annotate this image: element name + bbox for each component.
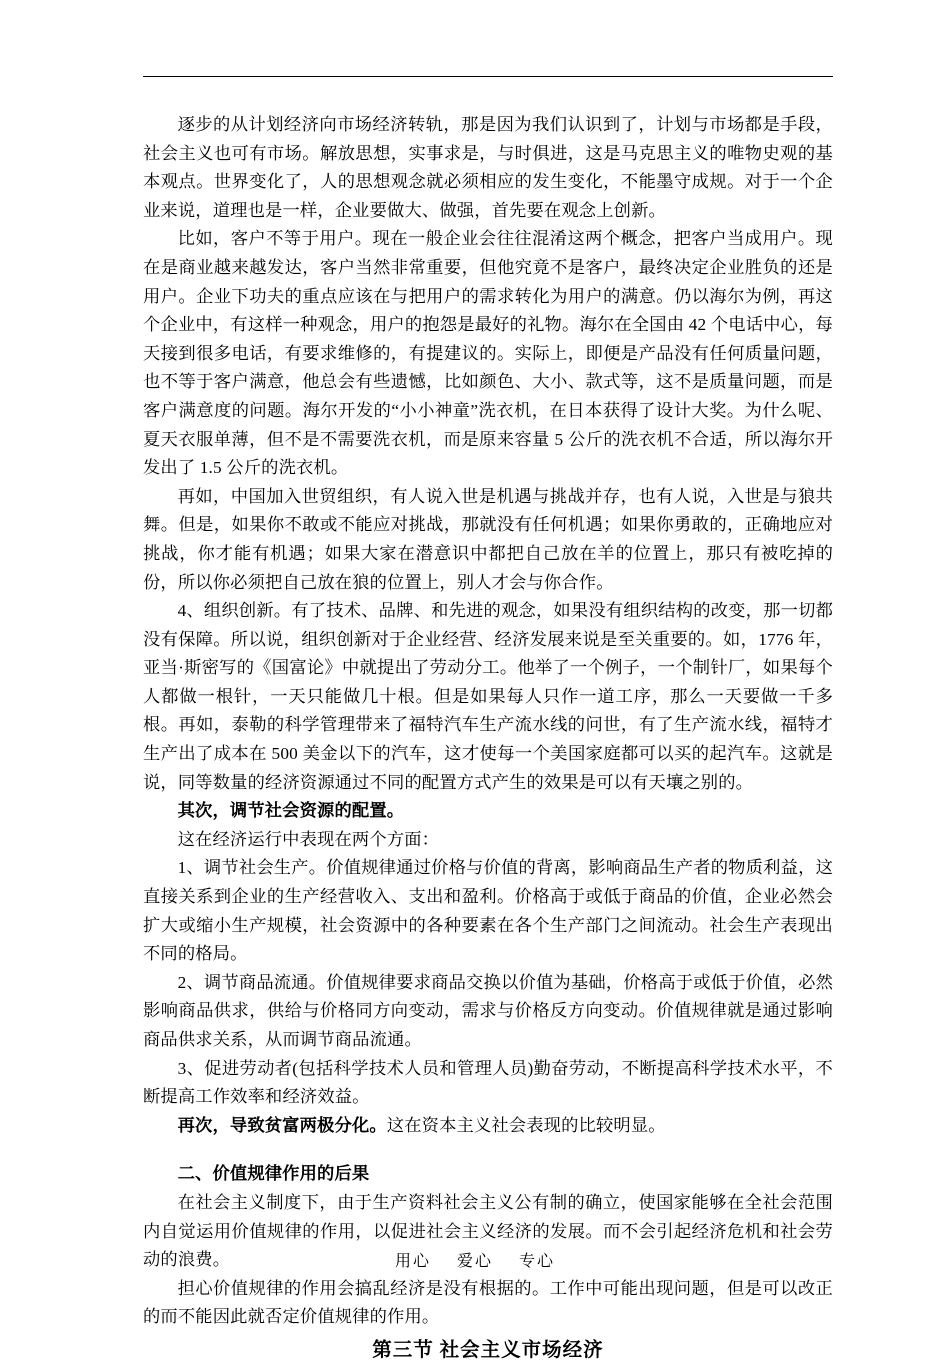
subheading-resource-allocation: 其次，调节社会资源的配置。 xyxy=(177,801,405,821)
paragraph-12: 在社会主义制度下，由于生产资料社会主义公有制的确立，使国家能够在全社会范围内自觉运用价值规律的作用，以促进社会主义经济的发展。而不会引起经济危机和社会劳动的浪费。 xyxy=(143,1192,833,1270)
paragraph-2: 比如，客户不等于用户。现在一般企业会往往混淆这两个概念，把客户当成用户。现在是商业越来越发达，客户当然非常重要，但他究竟不是客户，最终决定企业胜负的还是用户。企业下功夫的重点应该在与把用户的需求转化为用户的满意。仍以海尔为例，再这个企业中，有这样一种观念，用户的抱怨是最好的礼物。海尔在全国由 42 个电话中心，每天接到很多电话，有要求维修的，有提建议的。实际上，即便是产品没有任何质量问题，也不等于客户满意，他总会有些遗憾，比如颜色、大小、款式等，这不是质量问题，而是客户满意度的问题。海尔开发的“小小神童”洗衣机，在日本获得了设计大奖。为什么呢、夏天衣服单薄，但不是不需要洗衣机，而是原来容量 5 公斤的洗衣机不合适，所以海尔开发出了 1.5 公斤的洗衣机。 xyxy=(143,229,833,478)
paragraph-4: 4、组织创新。有了技术、品牌、和先进的观念，如果没有组织结构的改变，那一切都没有保障。所以说，组织创新对于企业经营、经济发展来说是至关重要的。如，1776 年，亚当·斯密写的《国富论》中就提出了劳动分工。他举了一个例子，一个制针厂，如果每个人都做一根针，一天只能做几十根。但是如果每人只作一道工序，那么一天要做一千多根。再如，泰勒的科学管理带来了福特汽车生产流水线的问世，有了生产流水线，福特才生产出了成本在 500 美金以下的汽车，这才使每一个美国家庭都可以买的起汽车。这就是说，同等数量的经济资源通过不同的配置方式产生的效果是可以有天壤之别的。 xyxy=(143,601,833,792)
document-body xyxy=(143,76,833,1366)
chapter-heading-section-three: 第三节 社会主义市场经济 xyxy=(372,1339,604,1361)
paragraph-13: 担心价值规律的作用会搞乱经济是没有根据的。工作中可能出现问题，但是可以改正的而不能因此就否定价值规律的作用。 xyxy=(143,1278,833,1327)
spacer xyxy=(143,1140,833,1160)
paragraph-polarization xyxy=(143,1112,833,1141)
list-item-3: 3、促进劳动者(包括科学技术人员和管理人员)勤奋劳动，不断提高科学技术水平，不断提高工作效率和经济效益。 xyxy=(143,1058,833,1107)
paragraph-1: 逐步的从计划经济向市场经济转轨，那是因为我们认识到了，计划与市场都是手段，社会主义也可有市场。解放思想，实事求是，与时俱进，这是马克思主义的唯物史观的基本观点。世界变化了，人的思想观念就必须相应的发生变化，不能墨守成规。对于一个企业来说，道理也是一样，企业要做大、做强，首先要在观念上创新。 xyxy=(143,115,833,220)
section-heading-two: 二、价值规律作用的后果 xyxy=(177,1164,370,1184)
paragraph-3: 再如，中国加入世贸组织，有人说入世是机遇与挑战并存，也有人说，入世是与狼共舞。但是，如果你不敢或不能应对挑战，那就没有任何机遇；如果你勇敢的，正确地应对挑战，你才能有机遇；如果大家在潜意识中都把自己放在羊的位置上，那只有被吃掉的份，所以你必须把自己放在狼的位置上，别人才会与你合作。 xyxy=(143,486,833,592)
paragraph-polarization-rest: 这在资本主义社会表现的比较明显。 xyxy=(386,1115,666,1135)
footer-item-1: 用心 xyxy=(394,1253,431,1270)
footer-item-3: 专心 xyxy=(519,1253,556,1270)
page-footer xyxy=(0,1248,950,1271)
header-rule xyxy=(143,76,833,77)
footer-item-2: 爱心 xyxy=(456,1253,493,1270)
list-item-1: 1、调节社会生产。价值规律通过价格与价值的背离，影响商品生产者的物质利益，这直接关系到企业的生产经营收入、支出和盈利。价格高于或低于商品的价值，企业必然会扩大或缩小生产规模，社会资源中的各种要素在各个生产部门之间流动。社会生产表现出不同的格局。 xyxy=(143,858,833,964)
paragraph-polarization-lead: 再次，导致贫富两极分化。 xyxy=(177,1115,387,1135)
paragraph-6: 这在经济运行中表现在两个方面： xyxy=(177,829,440,849)
list-item-2: 2、调节商品流通。价值规律要求商品交换以价值为基础，价格高于或低于价值，必然影响商品供求，供给与价格同方向变动，需求与价格反方向变动。价值规律就是通过影响商品供求关系，从而调节商品流通。 xyxy=(143,972,833,1049)
